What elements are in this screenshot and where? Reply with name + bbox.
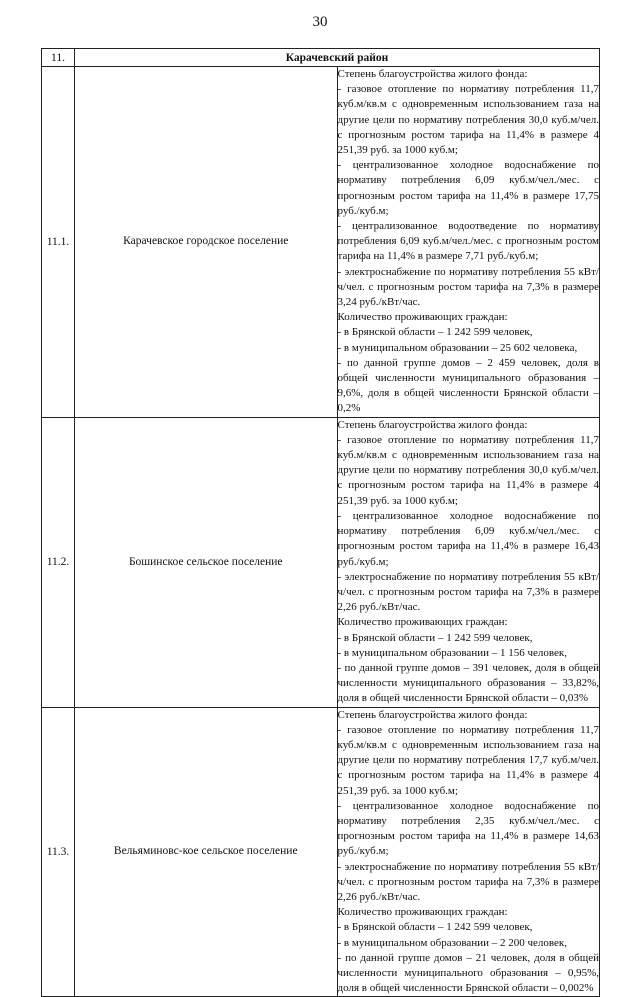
text-line: Степень благоустройства жилого фонда:: [337, 418, 528, 431]
text-line: - по данной группе домов – 21 человек, доля в общей численности муниципального образования – 0,95%, доля в общей численности Брянской области – 0,002%: [337, 951, 599, 995]
section-number: 11.: [42, 49, 75, 67]
text-line: - централизованное холодное водоснабжение по нормативу потребления 6,09 куб.м/чел./мес. с прогнозным ростом тарифа на 11,4% в размере 17,75 руб./куб.м;: [337, 159, 599, 217]
row-number: 11.1.: [42, 67, 75, 418]
row-description: [337, 707, 600, 997]
text-line: - централизованное холодное водоснабжение по нормативу потребления 6,09 куб.м/чел./мес. с прогнозным ростом тарифа на 11,4% в размере 16,43 руб./куб.м;: [337, 509, 599, 568]
table-row: [42, 417, 600, 707]
section-header-row: [42, 49, 600, 67]
text-line: Количество проживающих граждан:: [337, 616, 508, 629]
text-line: - по данной группе домов – 391 человек, доля в общей численности муниципального образования – 33,82%, доля в общей численности Брянской области – 0,03%: [337, 661, 599, 705]
text-line: - электроснабжение по нормативу потребления 55 кВт/ч/чел. с прогнозным ростом тарифа на 7,3% в размере 2,26 руб./кВт/час.: [337, 570, 599, 614]
text-line: - газовое отопление по нормативу потребления 11,7 куб.м/кв.м с одновременным использованием газа на другие цели по нормативу потребления 30,0 куб.м/чел. с прогнозным ростом тарифа на 11,4% в размере 4 251,39 руб. за 1000 куб.м;: [337, 83, 599, 157]
table-row: [42, 707, 600, 997]
text-line: - электроснабжение по нормативу потребления 55 кВт/ч/чел. с прогнозным ростом тарифа на 7,3% в размере 2,26 руб./кВт/час.: [337, 860, 599, 903]
settlement-name: Бошинское сельское поселение: [75, 417, 338, 707]
text-line: - электроснабжение по нормативу потребления 55 кВт/ч/чел. с прогнозным ростом тарифа на 7,3% в размере 3,24 руб./кВт/час.: [337, 265, 599, 309]
row-number: 11.2.: [42, 417, 75, 707]
text-line: - централизованное водоотведение по нормативу потребления 6,09 куб.м/чел./мес. с прогнозным ростом тарифа на 11,4% в размере 7,71 руб./куб.м;: [337, 220, 599, 263]
text-line: - газовое отопление по нормативу потребления 11,7 куб.м/кв.м с одновременным использованием газа на другие цели по нормативу потребления 30,0 куб.м/чел. с прогнозным ростом тарифа на 11,4% в размере 4 251,39 руб. за 1000 куб.м;: [337, 433, 599, 507]
text-line: Степень благоустройства жилого фонда:: [337, 68, 528, 80]
page-number: 30: [312, 14, 328, 30]
document-table: [41, 48, 600, 997]
text-line: - в муниципальном образовании – 2 200 человек,: [337, 936, 567, 949]
text-line: - газовое отопление по нормативу потребления 11,7 куб.м/кв.м с одновременным использованием газа на другие цели по нормативу потребления 17,7 куб.м/чел. с прогнозным ростом тарифа на 11,4% в размере 4 251,39 руб. за 1000 куб.м;: [337, 723, 599, 797]
text-line: - в Брянской области – 1 242 599 человек,: [337, 631, 533, 644]
settlement-name: Карачевское городское поселение: [75, 67, 338, 418]
table-row: [42, 67, 600, 418]
text-line: - в муниципальном образовании – 1 156 человек,: [337, 646, 567, 659]
text-line: - централизованное холодное водоснабжение по нормативу потребления 2,35 куб.м/чел./мес. с прогнозным ростом тарифа на 11,4% в размере 14,63 руб./куб.м;: [337, 799, 599, 858]
row-description: [337, 67, 600, 418]
text-line: - в Брянской области – 1 242 599 человек,: [337, 921, 533, 934]
text-line: - в муниципальном образовании – 25 602 человека,: [337, 341, 578, 354]
section-title: Карачевский район: [75, 49, 600, 67]
text-line: Степень благоустройства жилого фонда:: [337, 708, 528, 721]
text-line: Количество проживающих граждан:: [337, 311, 508, 324]
text-line: Количество проживающих граждан:: [337, 906, 508, 919]
row-number: 11.3.: [42, 707, 75, 997]
settlement-name: Вельяминовс-кое сельское поселение: [75, 707, 338, 997]
row-description: [337, 417, 600, 707]
text-line: - в Брянской области – 1 242 599 человек,: [337, 326, 533, 339]
text-line: - по данной группе домов – 2 459 человек, доля в общей численности муниципального образования – 9,6%, доля в общей численности Брянской области – 0,2%: [337, 356, 599, 415]
